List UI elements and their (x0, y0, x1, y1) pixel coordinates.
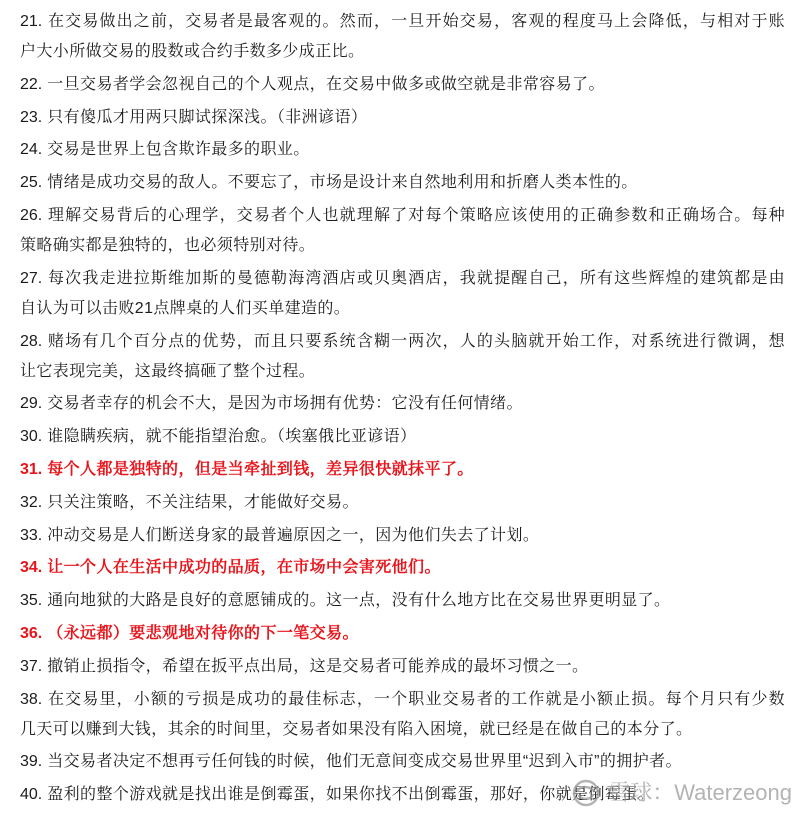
quote-item-27 (20, 264, 785, 324)
quote-number: 22. (20, 75, 43, 93)
quote-text: 让它表现完美，这最终搞砸了整个过程。 (20, 362, 316, 380)
quote-item-28 (20, 327, 785, 387)
quote-text: 只有傻瓜才用两只脚试探深浅。（非洲谚语） (47, 108, 368, 126)
quote-item-29 (20, 389, 785, 419)
quote-number: 24. (20, 141, 43, 159)
quote-number: 34. (20, 559, 43, 577)
quote-item-34-highlighted (20, 553, 785, 583)
quote-number: 21. (20, 13, 43, 30)
quote-number: 29. (20, 395, 43, 413)
quote-line (20, 652, 785, 682)
quote-line (20, 327, 785, 357)
quote-number: 40. (20, 786, 43, 804)
quote-text: 每次我走进拉斯维加斯的曼德勒海湾酒店或贝奥酒店，我就提醒自己，所有这些辉煌的建筑都是由 (47, 269, 785, 287)
watermark-text: 雪球：Waterzeong (608, 780, 792, 805)
quote-item-23 (20, 103, 785, 133)
quote-line (20, 488, 785, 518)
watermark (572, 778, 792, 808)
quote-item-39 (20, 747, 785, 777)
quote-line (20, 521, 785, 551)
quote-line (20, 389, 785, 419)
quote-text: 通向地狱的大路是良好的意愿铺成的。这一点，没有什么地方比在交易世界更明显了。 (47, 592, 671, 610)
quote-text: 撤销止损指令，希望在扳平点出局，这是交易者可能养成的最坏习惯之一。 (47, 657, 589, 675)
quote-text: 冲动交易是人们断送身家的最普遍原因之一，因为他们失去了计划。 (47, 526, 540, 544)
quote-line (20, 168, 785, 198)
quote-item-38 (20, 685, 785, 745)
quote-line (20, 747, 785, 777)
quote-text: 赌场有几个百分点的优势，而且只要系统含糊一两次，人的头脑就开始工作，对系统进行微调，想 (47, 332, 785, 350)
quote-number: 32. (20, 493, 43, 511)
quote-text: 在交易做出之前，交易者是最客观的。然而，一旦开始交易，客观的程度马上会降低，与相对于账 (47, 13, 785, 30)
quote-line (20, 231, 785, 261)
quote-number: 26. (20, 206, 43, 224)
quote-text: 自认为可以击败21点牌桌的人们买单建造的。 (20, 299, 351, 317)
quote-line (20, 422, 785, 452)
quote-line (20, 70, 785, 100)
quote-number: 31. (20, 460, 43, 478)
quote-line (20, 357, 785, 387)
quote-text: 几天可以赚到大钱，其余的时间里，交易者如果没有陷入困境，就已经是在做自己的本分了。 (20, 720, 693, 738)
quote-number: 35. (20, 592, 43, 610)
quote-text: 情绪是成功交易的敌人。不要忘了，市场是设计来自然地利用和折磨人类本性的。 (47, 174, 638, 192)
quote-item-31-highlighted (20, 455, 785, 485)
quote-line (20, 685, 785, 715)
xueqiu-snowball-icon (572, 779, 600, 807)
quote-item-33 (20, 521, 785, 551)
quote-text: 一旦交易者学会忽视自己的个人观点，在交易中做多或做空就是非常容易了。 (47, 75, 605, 93)
quote-item-36-highlighted (20, 619, 785, 649)
quote-item-24 (20, 135, 785, 165)
quote-item-32 (20, 488, 785, 518)
quote-text: 理解交易背后的心理学，交易者个人也就理解了对每个策略应该使用的正确参数和正确场合。每种 (47, 206, 785, 224)
quote-number: 27. (20, 269, 43, 287)
quote-line (20, 135, 785, 165)
quote-number: 39. (20, 753, 43, 771)
quote-line (20, 201, 785, 231)
quote-item-21 (20, 7, 785, 67)
quote-line (20, 7, 785, 37)
quote-text: 让一个人在生活中成功的品质，在市场中会害死他们。 (47, 559, 441, 577)
quote-text: （永远都）要悲观地对待你的下一笔交易。 (47, 624, 359, 642)
quote-line (20, 294, 785, 324)
quote-number: 38. (20, 690, 43, 708)
quote-number: 28. (20, 332, 43, 350)
quote-text: 交易者幸存的机会不大，是因为市场拥有优势：它没有任何情绪。 (47, 395, 523, 413)
quote-line (20, 553, 785, 583)
quote-number: 23. (20, 108, 43, 126)
quote-item-35 (20, 586, 785, 616)
quote-number: 25. (20, 174, 43, 192)
quote-text: 在交易里，小额的亏损是成功的最佳标志，一个职业交易者的工作就是小额止损。每个月只有少数 (47, 690, 785, 708)
quote-line (20, 455, 785, 485)
quote-item-25 (20, 168, 785, 198)
quote-text: 每个人都是独特的，但是当牵扯到钱，差异很快就抹平了。 (47, 460, 474, 478)
quote-line (20, 715, 785, 745)
quote-text: 当交易者决定不想再亏任何钱的时候，他们无意间变成交易世界里“迟到入市”的拥护者。 (47, 753, 682, 771)
quote-number: 37. (20, 657, 43, 675)
quote-text: 户大小所做交易的股数或合约手数多少成正比。 (20, 43, 365, 60)
quote-text: 谁隐瞒疾病，就不能指望治愈。（埃塞俄比亚谚语） (47, 428, 417, 446)
quote-text: 策略确实都是独特的，也必须特别对待。 (20, 236, 316, 254)
quote-line (20, 586, 785, 616)
quote-text: 盈利的整个游戏就是找出谁是倒霉蛋，如果你找不出倒霉蛋，那好，你就是倒霉蛋。 (47, 786, 655, 804)
quote-text: 只关注策略，不关注结果，才能做好交易。 (47, 493, 359, 511)
quote-line (20, 103, 785, 133)
quote-item-30 (20, 422, 785, 452)
quote-number: 36. (20, 624, 43, 642)
quote-line (20, 619, 785, 649)
quote-item-37 (20, 652, 785, 682)
quote-item-26 (20, 201, 785, 261)
quote-number: 30. (20, 428, 43, 446)
quote-number: 33. (20, 526, 43, 544)
quote-text: 交易是世界上包含欺诈最多的职业。 (47, 141, 310, 159)
quote-item-22 (20, 70, 785, 100)
quote-line (20, 264, 785, 294)
quote-line (20, 37, 785, 67)
